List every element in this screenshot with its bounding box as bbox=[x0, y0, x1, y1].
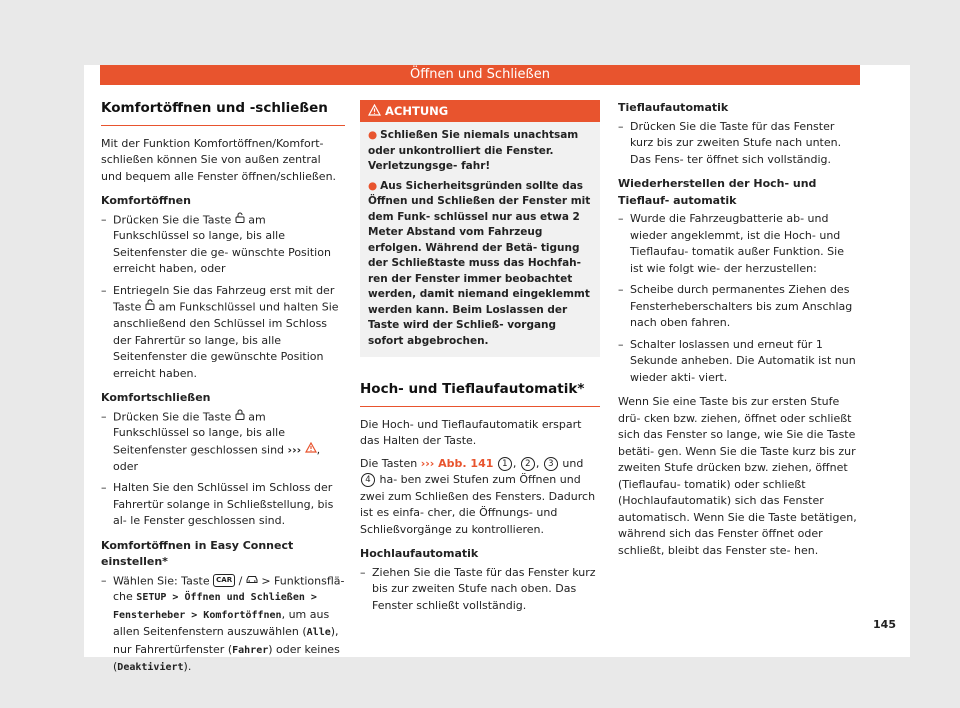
text: Halten Sie den Schlüssel im Schloss der Fahrertür solange in Schließstellung, bis al- le Fenster geschlossen sind. bbox=[113, 481, 334, 527]
heading-komfortoeffnen: Komfortöffnen bbox=[101, 194, 191, 207]
text: , oder bbox=[113, 443, 321, 473]
chapter-header: Öffnen und Schließen bbox=[100, 65, 860, 85]
bullet-icon: ● bbox=[368, 179, 378, 192]
list-item bbox=[618, 119, 860, 169]
list-item bbox=[618, 211, 860, 277]
heading-tieflauf: Tieflaufautomatik bbox=[618, 101, 729, 114]
lock-icon bbox=[235, 409, 245, 426]
list-item bbox=[618, 337, 860, 387]
text: ). bbox=[183, 660, 192, 674]
list-dash: – bbox=[618, 283, 624, 296]
list-dash: – bbox=[101, 283, 107, 297]
callout-1: 1 bbox=[498, 457, 512, 471]
figure-ref-link[interactable]: ››› Abb. 141 bbox=[420, 456, 494, 470]
text: Drücken Sie die Taste für das Fenster kurz bis zur zweiten Stufe nach unten. Das Fens- ter öffnet sich vollständig. bbox=[630, 119, 842, 166]
callout-4: 4 bbox=[361, 473, 375, 487]
callout-3: 3 bbox=[544, 457, 558, 471]
text: Drücken Sie die Taste bbox=[113, 212, 232, 226]
list-item bbox=[101, 409, 345, 476]
text: Ziehen Sie die Taste für das Fenster kurz bis zur zweiten Stufe nach oben. Das Fenster schließt vollständig. bbox=[372, 565, 596, 612]
page-number: 145 bbox=[873, 618, 896, 631]
list-dash: – bbox=[101, 409, 107, 423]
car-menu-icon bbox=[246, 573, 258, 590]
text: , um aus allen Seitenfenstern auszuwählen ( bbox=[113, 607, 330, 639]
text: > Funktionsflä- che bbox=[113, 573, 345, 604]
list-item bbox=[618, 282, 860, 332]
text: Aus Sicherheitsgründen sollte das Öffnen und Schließen der Fenster mit dem Funk- schlüssel nur aus etwa 2 Meter Abstand vom Fahrzeug erfolgen. Während der Betä- tigung der Schließtaste muss das Hochfah- ren der Fenster immer beobachtet werden, damit niemand eingeklemmt werden kann. Beim Loslassen der Taste wird der Schließ- vorgang sofort abgebrochen. bbox=[368, 179, 591, 347]
heading-wiederherstellen: Wiederherstellen der Hoch- und Tieflauf- automatik bbox=[618, 177, 817, 207]
heading-easy-connect: Komfortöffnen in Easy Connect einstellen* bbox=[101, 538, 294, 568]
text: / bbox=[238, 573, 243, 587]
text: Wählen Sie: Taste bbox=[113, 573, 210, 587]
text: Die Tasten bbox=[360, 456, 418, 470]
intro-paragraph: Mit der Funktion Komfortöffnen/Komfort- schließen können Sie von außen zentral und bequem alle Fenster öffnen/schließen. bbox=[101, 136, 337, 183]
warning-item bbox=[368, 179, 592, 350]
text: Wurde die Fahrzeugbatterie ab- und wieder angeklemmt, ist die Hoch- und Tieflaufau- tomatik außer Funktion. Sie ist wie folgt wie- der herzustellen: bbox=[630, 212, 844, 275]
text: Scheibe durch permanentes Ziehen des Fensterheberschalters bis zum Anschlag nach oben fahren. bbox=[630, 283, 853, 329]
car-button-icon: CAR bbox=[213, 574, 235, 587]
list-item bbox=[101, 573, 345, 677]
paragraph: Die Hoch- und Tieflaufautomatik erspart das Halten der Taste. bbox=[360, 417, 582, 447]
list-dash: – bbox=[618, 212, 624, 225]
list-dash: – bbox=[101, 212, 107, 226]
heading-hochlauf: Hochlaufautomatik bbox=[360, 547, 479, 560]
column-1 bbox=[101, 100, 345, 682]
warning-icon bbox=[305, 442, 317, 459]
list-dash: – bbox=[101, 573, 107, 587]
list-dash: – bbox=[618, 119, 624, 133]
list-dash: – bbox=[101, 481, 107, 494]
warning-item bbox=[368, 128, 592, 175]
unlock-icon bbox=[145, 299, 155, 316]
list-item bbox=[360, 565, 600, 615]
callout-2: 2 bbox=[521, 457, 535, 471]
warning-box bbox=[360, 100, 600, 357]
text: Schalter loslassen und erneut für 1 Sekunde anheben. Die Automatik ist nun wieder akti- viert. bbox=[630, 337, 856, 384]
section-title-automatik: Hoch- und Tieflaufautomatik* bbox=[360, 381, 600, 407]
heading-komfortschliessen: Komfortschließen bbox=[101, 391, 211, 404]
paragraph: Die Tasten ››› Abb. 141 1 , 2 , 3 und 4 ha- ben zwei Stufen zum Öffnen und zwei zum Schließen des Fensters. Dadurch ist es einfa- cher, die Öffnungs- und Schließvorgänge zu kontrollieren. bbox=[360, 456, 596, 536]
column-3 bbox=[618, 100, 860, 565]
unlock-icon bbox=[235, 212, 245, 229]
text: ha- ben zwei Stufen zum Öffnen und zwei zum Schließen des Fensters. Dadurch ist es einfa- cher, die Öffnungs- und Schließvorgänge zu kontrollieren. bbox=[360, 473, 596, 536]
bullet-icon: ● bbox=[368, 129, 378, 141]
warning-header bbox=[360, 100, 600, 122]
section-title-komfort: Komfortöffnen und -schließen bbox=[101, 100, 345, 126]
list-dash: – bbox=[360, 565, 366, 579]
text: Drücken Sie die Taste bbox=[113, 409, 232, 423]
text: Schließen Sie niemals unachtsam oder unkontrolliert die Fenster. Verletzungsge- fahr! bbox=[368, 129, 579, 172]
text: ) oder keines ( bbox=[113, 642, 340, 674]
cross-ref-arrow[interactable]: ››› bbox=[287, 443, 302, 456]
warning-title: ACHTUNG bbox=[385, 104, 449, 118]
warning-icon bbox=[368, 101, 381, 123]
list-dash: – bbox=[618, 337, 624, 351]
text: am Funkschlüssel so lange, bis alle Seitenfenster geschlossen sind bbox=[113, 409, 285, 456]
option-fahrer: Fahrer bbox=[232, 644, 269, 656]
warning-body bbox=[360, 122, 600, 357]
paragraph: Wenn Sie eine Taste bis zur ersten Stufe drü- cken bzw. ziehen, öffnet oder schließt sich das Fenster so lange, wie Sie die Taste betäti- gen. Wenn Sie die Taste kurz bis zur zweiten Stufe drücken bzw. ziehen, öffnet (Tieflaufau- tomatik) oder schließt (Hochlaufautomatik) sich das Fenster automatisch. Wenn Sie die Taste betätigen, während sich das Fenster öffnet oder schließt, bleibt das Fenster ste- hen. bbox=[618, 395, 857, 557]
text: Entriegeln Sie das Fahrzeug erst mit der Taste bbox=[113, 283, 335, 314]
text: am Funkschlüssel so lange, bis alle Seitenfenster die ge- wünschte Position erreicht haben, oder bbox=[113, 212, 331, 276]
option-alle: Alle bbox=[306, 627, 331, 639]
menu-path: SETUP > Öffnen und Schließen > Fensterheber > Komfortöffnen bbox=[113, 592, 317, 621]
column-2 bbox=[360, 100, 600, 619]
text: am Funkschlüssel und halten Sie anschließend den Schlüssel im Schloss der Fahrertür so lange, bis alle Seitenfenster die gewünschte Position erreicht haben. bbox=[113, 300, 339, 380]
list-item bbox=[101, 283, 345, 382]
text: und bbox=[562, 456, 584, 470]
list-item bbox=[101, 212, 345, 278]
option-deaktiviert: Deaktiviert bbox=[117, 662, 184, 674]
text: ), nur Fahrertürfenster ( bbox=[113, 625, 339, 656]
list-item bbox=[101, 480, 345, 530]
